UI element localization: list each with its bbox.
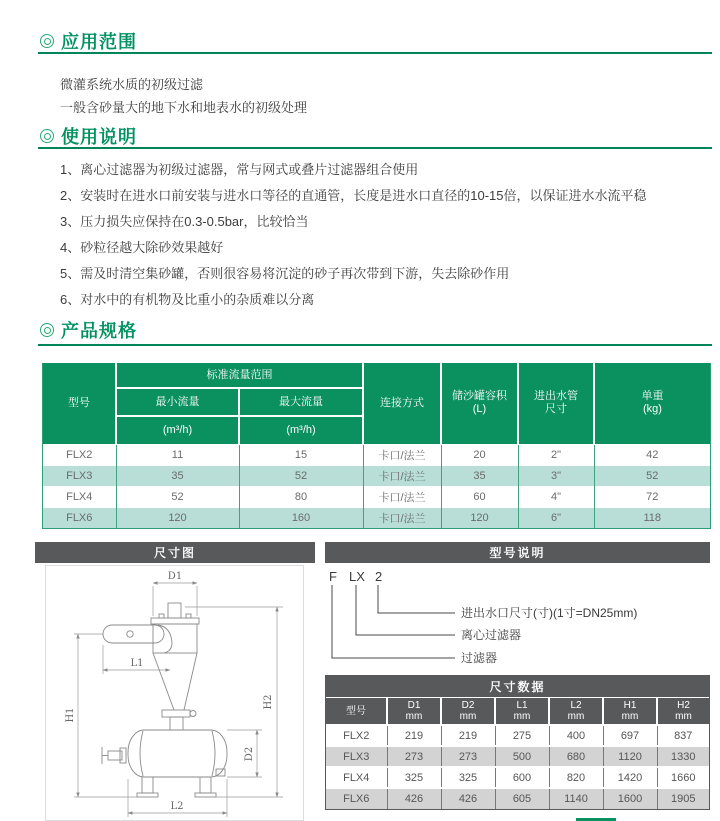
table-row: FLX4 325 325 600 820 1420 1660: [326, 767, 709, 788]
section-title-specs: [40, 317, 137, 343]
usage-item: 3、压力损失应保持在0.3-0.5bar，比较恰当: [60, 214, 309, 229]
model-code-part: 2: [375, 569, 383, 584]
spec-col-max-flow: 最大流量: [239, 388, 363, 416]
dim-col-l2: L2 mm: [549, 698, 603, 725]
dim-col-l1: L1 mm: [495, 698, 549, 725]
dim-col-h1: H1 mm: [603, 698, 657, 725]
table-row: FLX3 35 52 卡口/法兰 35 3" 52: [43, 465, 710, 486]
dim-col-model: 型号: [326, 698, 387, 725]
dim-col-d1: D1 mm: [387, 698, 441, 725]
usage-item: 6、对水中的有机物及比重小的杂质难以分离: [60, 292, 315, 307]
section-title-text: 应用范围: [61, 32, 137, 52]
table-row: FLX4 52 80 卡口/法兰 60 4" 72: [43, 486, 710, 507]
model-code-diagram: [325, 568, 710, 670]
dim-label-d1: D1: [167, 571, 183, 582]
table-row: FLX6 120 160 卡口/法兰 120 6" 118: [43, 507, 710, 528]
section-divider: [38, 344, 712, 346]
section-title-text: 使用说明: [61, 127, 137, 147]
section-title-application: [40, 28, 137, 54]
application-line: 微灌系统水质的初级过滤: [60, 77, 204, 92]
dim-label-d2: D2: [244, 746, 255, 762]
model-code-annotation: 进出水口尺寸(寸)(1寸=DN25mm): [461, 606, 638, 620]
spec-col-flow-group: 标准流量范围: [116, 363, 363, 388]
bullseye-icon: [40, 323, 54, 337]
spec-col-weight: 单重 (kg): [594, 363, 710, 444]
model-code-annotation: 离心过滤器: [461, 628, 522, 642]
filter-outline: [102, 603, 227, 797]
dim-label-l2: L2: [170, 801, 184, 812]
usage-item: 5、需及时清空集砂罐，否则很容易将沉淀的砂子再次带到下游，失去除砂作用: [60, 266, 510, 281]
spec-col-model: 型号: [43, 363, 116, 444]
dim-label-h1: H1: [65, 707, 76, 723]
application-line: 一般含砂量大的地下水和地表水的初级处理: [60, 100, 308, 115]
spec-col-max-flow-unit: (m³/h): [239, 416, 363, 444]
dimension-table-title: 尺寸数据: [326, 676, 709, 697]
section-title-text: 产品规格: [61, 321, 137, 341]
dim-label-h2: H2: [263, 694, 274, 710]
spec-col-pipe-size: 进出水管 尺寸: [518, 363, 594, 444]
model-code-annotation: 过滤器: [461, 651, 498, 665]
model-code-part: LX: [349, 569, 365, 584]
dimension-drawing: [40, 563, 310, 821]
dimension-table: [325, 675, 710, 810]
table-row: FLX3 273 273 500 680 1120 1330: [326, 746, 709, 767]
model-code-lines: [332, 585, 455, 658]
table-row: FLX6 426 426 605 1140 1600 1905: [326, 788, 709, 809]
spec-col-min-flow: 最小流量: [116, 388, 239, 416]
section-title-usage: [40, 123, 137, 149]
usage-list: [60, 163, 710, 319]
model-panel-header: 型号说明: [325, 542, 710, 563]
section-divider: [38, 52, 712, 54]
section-divider: [38, 147, 712, 149]
dim-label-l1: L1: [130, 658, 144, 669]
table-row: FLX2 219 219 275 400 697 837: [326, 725, 709, 746]
dim-col-h2: H2 mm: [657, 698, 709, 725]
dim-col-d2: D2 mm: [441, 698, 495, 725]
model-code-part: F: [329, 569, 337, 584]
table-row: FLX2 11 15 卡口/法兰 20 2" 42: [43, 444, 710, 465]
spec-table: [42, 363, 711, 529]
usage-item: 2、安装时在进水口前安装与进水口等径的直通管，长度是进水口直径的10-15倍，以保证进水水流平稳: [60, 188, 647, 203]
figure-panel-header: 尺寸图: [35, 542, 315, 563]
usage-item: 4、砂粒径越大除砂效果越好: [60, 240, 224, 255]
spec-col-connection: 连接方式: [363, 363, 441, 444]
spec-col-min-flow-unit: (m³/h): [116, 416, 239, 444]
usage-item: 1、离心过滤器为初级过滤器，常与网式或叠片过滤器组合使用: [60, 162, 419, 177]
spec-col-tank-capacity: 储沙罐容积 (L): [441, 363, 518, 444]
bullseye-icon: [40, 34, 54, 48]
bullseye-icon: [40, 129, 54, 143]
